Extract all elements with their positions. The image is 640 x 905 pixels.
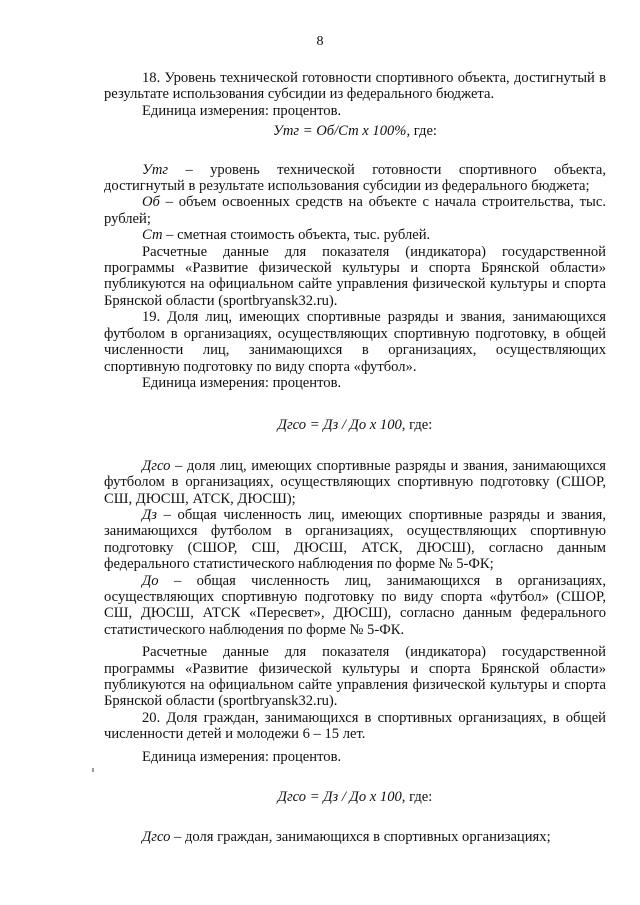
- item-20-def-dgso: [104, 829, 606, 845]
- formula-where: где:: [409, 789, 433, 806]
- item-20-title: 20. Доля граждан, занимающихся в спортивных организациях, в общей численности детей и молодежи 6 – 15 лет.: [104, 709, 606, 743]
- formula-where: где:: [409, 417, 433, 434]
- item-19-title: 19. Доля лиц, имеющих спортивные разряды и звания, занимающихся футболом в организациях, осуществляющих спортивную подготовку, в общей численности лиц, занимающихся в организациях, осуществляющих спортивную подготовку по виду спорта «футбол».: [104, 309, 606, 375]
- definition-text: – сметная стоимость объекта, тыс. рублей.: [162, 227, 431, 244]
- definition-symbol: Дгсо: [142, 457, 171, 474]
- definition-symbol: До: [142, 572, 159, 589]
- item-19-formula: [104, 417, 606, 433]
- definition-text: – общая численность лиц, занимающихся в организациях, осуществляющих спортивную подготовку по виду спорта «футбол» (СШОР, СШ, ДЮСШ, АТСК «Пересвет», ДЮСШ), согласно данным федерального статистического наблюдения по форме № 5-ФК.: [104, 572, 606, 638]
- definition-text: – доля лиц, имеющих спортивные разряды и звания, занимающихся футболом в организациях, осуществляющих спортивную подготовку (СШОР, СШ, ДЮСШ, АТСК, ДЮСШ);: [104, 457, 606, 507]
- item-19-publication: Расчетные данные для показателя (индикатора) государственной программы «Развитие физической культуры и спорта Брянской области» публикуются на официальном сайте управления физической культуры и спорта Брянской области (sportbryansk32.ru).: [104, 644, 606, 710]
- item-19-def-dgso: [104, 458, 606, 507]
- item-18-formula: [104, 123, 606, 139]
- formula-expression: Дгсо = Дз / До х 100,: [277, 417, 406, 434]
- item-19-def-dz: [104, 507, 606, 573]
- definition-symbol: Ст: [142, 227, 163, 244]
- item-19-unit: Единица измерения: процентов.: [142, 374, 342, 391]
- item-18-def-st: [104, 227, 606, 243]
- item-18-def-utg: [104, 162, 606, 195]
- definition-text: – общая численность лиц, имеющих спортивные разряды и звания, занимающихся футболом в организациях, осуществляющих спортивную подготовку (СШОР, СШ, ДЮСШ, АТСК, ДЮСШ), согласно данным федерального статистического наблюдения по форме № 5-ФК;: [104, 506, 606, 573]
- definition-text: – объем освоенных средств на объекте с начала строительства, тыс. рублей;: [104, 194, 606, 227]
- item-18-def-ob: [104, 194, 606, 227]
- item-19-def-do: [104, 573, 606, 639]
- document-body: [104, 70, 606, 846]
- item-18-title: 18. Уровень технической готовности спортивного объекта, достигнутый в результате использования субсидии из федерального бюджета.: [104, 70, 606, 103]
- item-18-publication: Расчетные данные для показателя (индикатора) государственной программы «Развитие физической культуры и спорта Брянской области» публикуются на официальном сайте управления физической культуры и спорта Брянской области (sportbryansk32.ru).: [104, 243, 606, 309]
- definition-text: – уровень технической готовности спортивного объекта, достигнутый в результате использования субсидии из федерального бюджета;: [104, 161, 606, 195]
- page-number: 8: [316, 34, 324, 49]
- item-20-formula: [104, 789, 606, 805]
- definition-symbol: Об: [142, 194, 160, 211]
- definition-symbol: Утг: [142, 161, 169, 178]
- definition-text: – доля граждан, занимающихся в спортивных организациях;: [170, 829, 551, 846]
- item-20-unit: Единица измерения: процентов.: [142, 748, 342, 765]
- item-18-unit: Единица измерения: процентов.: [142, 102, 342, 119]
- scan-artifact: [92, 768, 94, 772]
- formula-expression: Утг = Об/Ст х 100%,: [273, 123, 411, 140]
- definition-symbol: Дгсо: [142, 829, 171, 846]
- formula-where: где:: [413, 123, 437, 140]
- formula-expression: Дгсо = Дз / До х 100,: [277, 789, 406, 806]
- definition-symbol: Дз: [142, 506, 157, 523]
